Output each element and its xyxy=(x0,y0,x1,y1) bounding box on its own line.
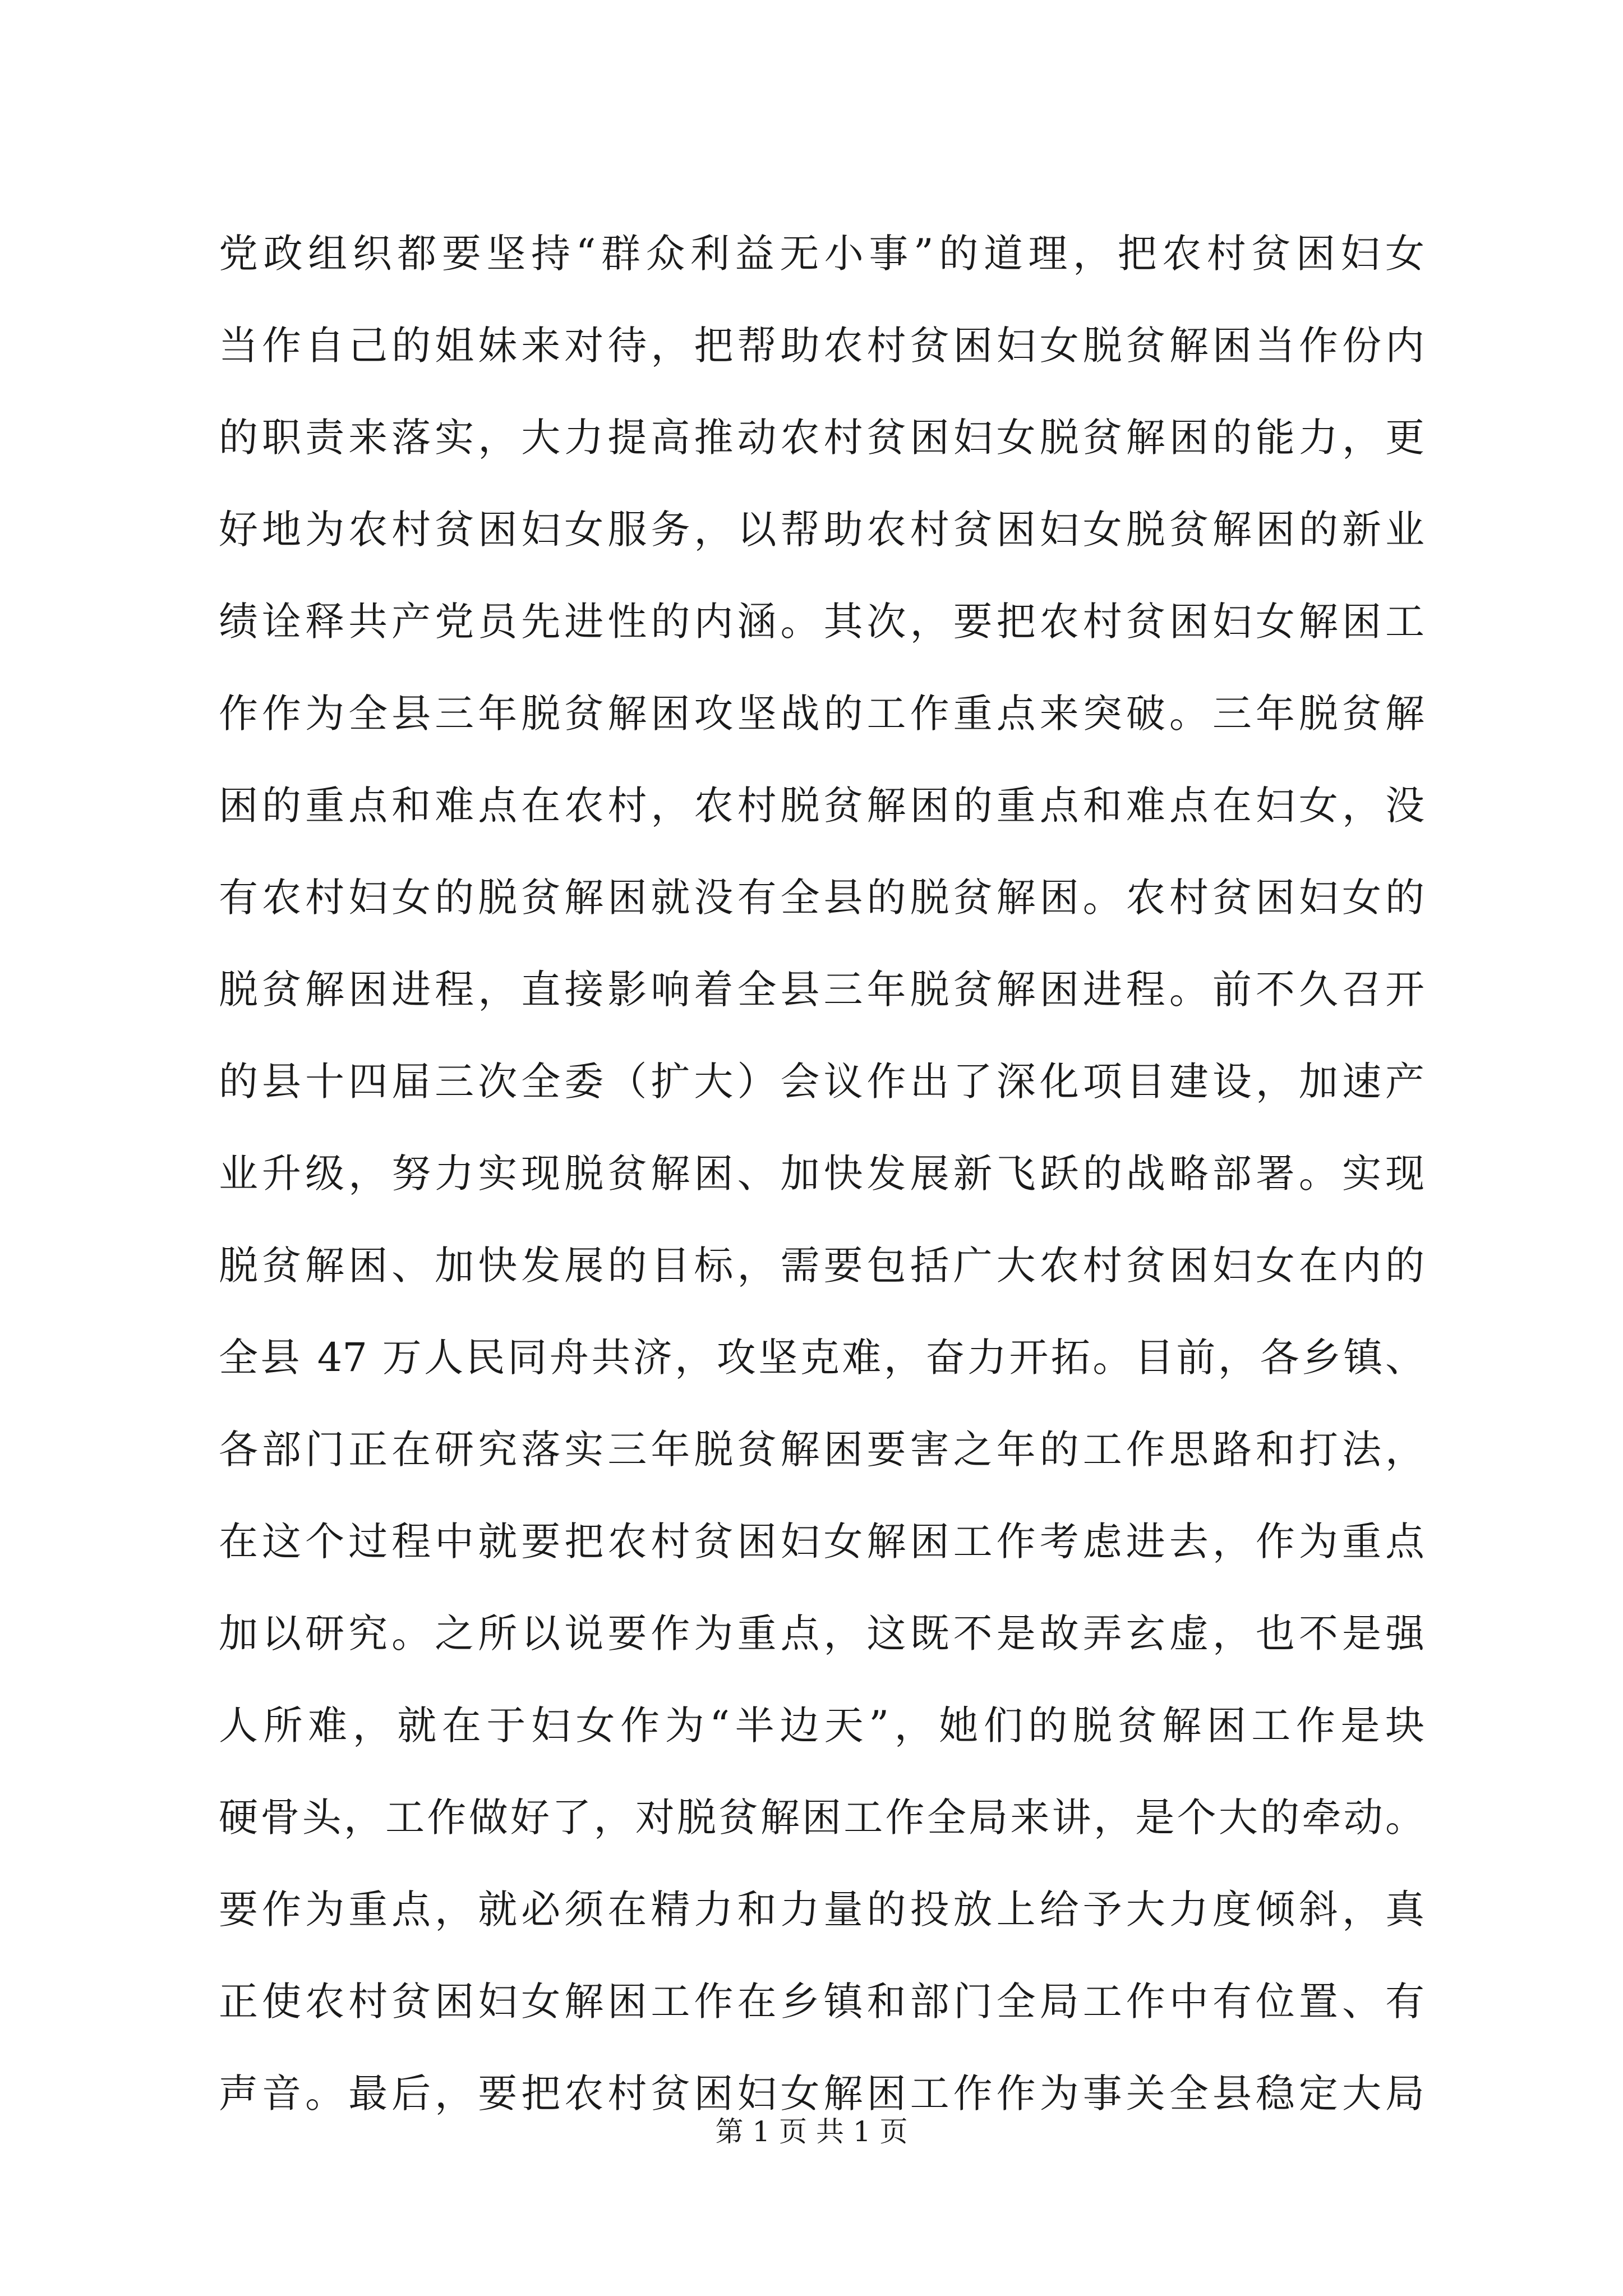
text-line: 脱贫解困进程，直接影响着全县三年脱贫解困进程。前不久召开 xyxy=(219,967,1424,1013)
page-footer: 第 1 页 共 1 页 xyxy=(715,2115,908,2148)
text-line: 全县 47 万人民同舟共济，攻坚克难，奋力开拓。目前，各乡镇、 xyxy=(219,1335,1424,1381)
text-line: 脱贫解困、加快发展的目标，需要包括广大农村贫困妇女在内的 xyxy=(219,1243,1424,1289)
text-line: 当作自己的姐妹来对待，把帮助农村贫困妇女脱贫解困当作份内 xyxy=(219,323,1424,369)
text-line: 业升级，努力实现脱贫解困、加快发展新飞跃的战略部署。实现 xyxy=(219,1151,1424,1197)
text-line: 党政组织都要坚持“群众利益无小事”的道理，把农村贫困妇女 xyxy=(219,231,1424,277)
text-line: 的县十四届三次全委（扩大）会议作出了深化项目建设，加速产 xyxy=(219,1059,1424,1105)
body-text xyxy=(219,208,1424,2139)
text-line: 声音。最后，要把农村贫困妇女解困工作作为事关全县稳定大局 xyxy=(219,2070,1424,2116)
text-line: 在这个过程中就要把农村贫困妇女解困工作考虑进去，作为重点 xyxy=(219,1519,1424,1565)
text-line: 人所难，就在于妇女作为“半边天”，她们的脱贫解困工作是块 xyxy=(219,1703,1424,1749)
text-line: 有农村妇女的脱贫解困就没有全县的脱贫解困。农村贫困妇女的 xyxy=(219,875,1424,921)
text-line: 正使农村贫困妇女解困工作在乡镇和部门全局工作中有位置、有 xyxy=(219,1978,1424,2024)
text-line: 的职责来落实，大力提高推动农村贫困妇女脱贫解困的能力，更 xyxy=(219,415,1424,461)
text-line: 硬骨头，工作做好了，对脱贫解困工作全局来讲，是个大的牵动。 xyxy=(219,1795,1424,1841)
text-line: 各部门正在研究落实三年脱贫解困要害之年的工作思路和打法， xyxy=(219,1427,1424,1473)
text-line: 困的重点和难点在农村，农村脱贫解困的重点和难点在妇女，没 xyxy=(219,783,1424,829)
text-line: 要作为重点，就必须在精力和力量的投放上给予大力度倾斜，真 xyxy=(219,1887,1424,1932)
text-line: 加以研究。之所以说要作为重点，这既不是故弄玄虚，也不是强 xyxy=(219,1611,1424,1657)
text-line: 绩诠释共产党员先进性的内涵。其次，要把农村贫困妇女解困工 xyxy=(219,599,1424,645)
text-line: 作作为全县三年脱贫解困攻坚战的工作重点来突破。三年脱贫解 xyxy=(219,691,1424,737)
text-line: 好地为农村贫困妇女服务，以帮助农村贫困妇女脱贫解困的新业 xyxy=(219,507,1424,553)
